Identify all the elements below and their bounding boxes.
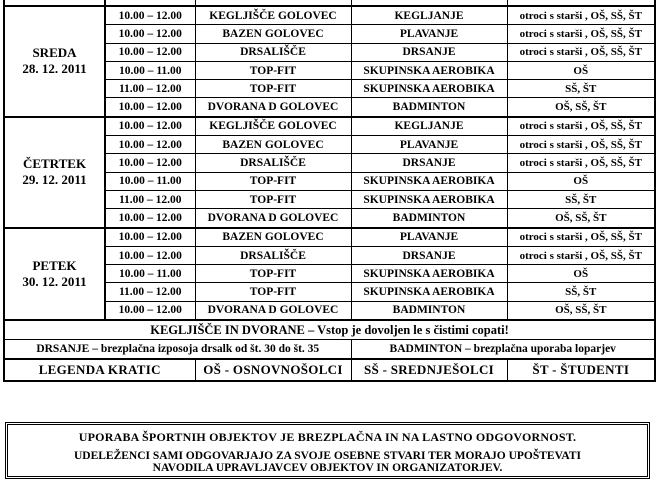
legend-os: OŠ - OSNOVNOŠOLCI xyxy=(195,359,351,381)
day-date: 30. 12. 2011 xyxy=(22,273,87,289)
note-row xyxy=(4,320,655,340)
disclaimer-line-1: UPORABA ŠPORTNIH OBJEKTOV JE BREZPLAČNA IN NA LASTNO ODGOVORNOST. xyxy=(78,430,577,444)
activity-cell: SKUPINSKA AEROBIKA xyxy=(351,265,507,283)
legend-st: ŠT - ŠTUDENTI xyxy=(507,359,655,381)
day-name: PETEK xyxy=(32,257,77,273)
day-cell xyxy=(4,6,105,117)
who-cell: otroci s starši , OŠ, SŠ, ŠT xyxy=(507,154,655,172)
day-cell xyxy=(4,228,105,320)
time-cell: 10.00 – 12.00 xyxy=(105,209,195,228)
activity-cell: SKUPINSKA AEROBIKA xyxy=(351,283,507,301)
time-cell: 10.00 – 12.00 xyxy=(105,246,195,264)
venue-cell: DRSALIŠČE xyxy=(195,43,351,61)
venue-cell: TOP-FIT xyxy=(195,265,351,283)
table-row xyxy=(4,6,655,25)
who-cell: OŠ, SŠ, ŠT xyxy=(507,209,655,228)
legend-title: LEGENDA KRATIC xyxy=(4,359,195,381)
badminton-note: BADMINTON – brezplačna uporaba loparjev xyxy=(351,340,655,360)
time-cell: 10.00 – 12.00 xyxy=(105,25,195,43)
activity-cell: PLAVANJE xyxy=(351,25,507,43)
time-cell: 10.00 – 12.00 xyxy=(105,228,195,247)
activity-cell: BADMINTON xyxy=(351,98,507,117)
activity-cell: SKUPINSKA AEROBIKA xyxy=(351,80,507,98)
time-cell: 11.00 – 12.00 xyxy=(105,283,195,301)
who-cell: OŠ, SŠ, ŠT xyxy=(507,301,655,320)
venue-cell: BAZEN GOLOVEC xyxy=(195,136,351,154)
who-cell: otroci s starši , OŠ, SŠ, ŠT xyxy=(507,136,655,154)
activity-cell: SKUPINSKA AEROBIKA xyxy=(351,172,507,190)
schedule-table xyxy=(3,0,656,382)
time-cell: 10.00 – 12.00 xyxy=(105,136,195,154)
day-date: 29. 12. 2011 xyxy=(22,172,87,188)
day-date: 28. 12. 2011 xyxy=(22,61,87,77)
venue-cell: DRSALIŠČE xyxy=(195,154,351,172)
who-cell: OŠ xyxy=(507,265,655,283)
venue-cell: TOP-FIT xyxy=(195,283,351,301)
legend-row xyxy=(4,359,655,381)
venue-cell: TOP-FIT xyxy=(195,190,351,208)
activity-cell: BADMINTON xyxy=(351,301,507,320)
time-cell: 10.00 – 12.00 xyxy=(105,301,195,320)
who-cell: SŠ, ŠT xyxy=(507,283,655,301)
who-cell: otroci s starši , OŠ, SŠ, ŠT xyxy=(507,6,655,25)
disclaimer-box xyxy=(5,422,650,479)
keglisce-note: KEGLJIŠČE IN DVORANE – Vstop je dovoljen le s čistimi copati! xyxy=(4,320,655,340)
time-cell: 11.00 – 12.00 xyxy=(105,190,195,208)
table-row xyxy=(4,228,655,247)
who-cell: SŠ, ŠT xyxy=(507,80,655,98)
venue-cell: KEGLJIŠČE GOLOVEC xyxy=(195,6,351,25)
venue-cell: DVORANA D GOLOVEC xyxy=(195,98,351,117)
venue-cell: DVORANA D GOLOVEC xyxy=(195,209,351,228)
activity-cell: PLAVANJE xyxy=(351,136,507,154)
time-cell: 10.00 – 11.00 xyxy=(105,172,195,190)
who-cell: SŠ, ŠT xyxy=(507,190,655,208)
venue-cell: TOP-FIT xyxy=(195,80,351,98)
activity-cell: DRSANJE xyxy=(351,43,507,61)
venue-cell: DRSALIŠČE xyxy=(195,246,351,264)
venue-cell: TOP-FIT xyxy=(195,61,351,79)
venue-cell: DVORANA D GOLOVEC xyxy=(195,301,351,320)
activity-cell: BADMINTON xyxy=(351,209,507,228)
activity-cell: SKUPINSKA AEROBIKA xyxy=(351,61,507,79)
venue-cell: BAZEN GOLOVEC xyxy=(195,25,351,43)
legend-ss: SŠ - SREDNJEŠOLCI xyxy=(351,359,507,381)
venue-cell: TOP-FIT xyxy=(195,172,351,190)
activity-cell: SKUPINSKA AEROBIKA xyxy=(351,190,507,208)
day-name: SREDA xyxy=(32,45,77,61)
who-cell: OŠ, SŠ, ŠT xyxy=(507,98,655,117)
schedule-body xyxy=(4,0,655,381)
disclaimer-line-2a: UDELEŽENCI SAMI ODGOVARJAJO ZA SVOJE OSEBNE STVARI TER MORAJO UPOŠTEVATI xyxy=(73,450,582,462)
activity-cell: KEGLJANJE xyxy=(351,6,507,25)
venue-cell: BAZEN GOLOVEC xyxy=(195,228,351,247)
who-cell: otroci s starši , OŠ, SŠ, ŠT xyxy=(507,25,655,43)
who-cell: otroci s starši , OŠ, SŠ, ŠT xyxy=(507,228,655,247)
disclaimer-line-2b: NAVODILA UPRAVLJAVCEV OBJEKTOV IN ORGANIZATORJEV. xyxy=(152,462,503,474)
note-row xyxy=(4,340,655,360)
day-name: ČETRTEK xyxy=(22,156,87,172)
time-cell: 10.00 – 11.00 xyxy=(105,265,195,283)
activity-cell: DRSANJE xyxy=(351,246,507,264)
drsanje-note: DRSANJE – brezplačna izposoja drsalk od št. 30 do št. 35 xyxy=(4,340,351,360)
disclaimer-line-2 xyxy=(8,450,647,474)
who-cell: OŠ xyxy=(507,61,655,79)
who-cell: otroci s starši , OŠ, SŠ, ŠT xyxy=(507,43,655,61)
time-cell: 10.00 – 12.00 xyxy=(105,98,195,117)
table-row xyxy=(4,117,655,136)
time-cell: 10.00 – 12.00 xyxy=(105,6,195,25)
day-cell xyxy=(4,117,105,228)
time-cell: 10.00 – 12.00 xyxy=(105,154,195,172)
who-cell: otroci s starši , OŠ, SŠ, ŠT xyxy=(507,246,655,264)
activity-cell: KEGLJANJE xyxy=(351,117,507,136)
time-cell: 10.00 – 11.00 xyxy=(105,61,195,79)
venue-cell: KEGLJIŠČE GOLOVEC xyxy=(195,117,351,136)
time-cell: 10.00 – 12.00 xyxy=(105,117,195,136)
who-cell: OŠ xyxy=(507,172,655,190)
time-cell: 10.00 – 12.00 xyxy=(105,43,195,61)
time-cell: 11.00 – 12.00 xyxy=(105,80,195,98)
who-cell: otroci s starši , OŠ, SŠ, ŠT xyxy=(507,117,655,136)
activity-cell: DRSANJE xyxy=(351,154,507,172)
activity-cell: PLAVANJE xyxy=(351,228,507,247)
